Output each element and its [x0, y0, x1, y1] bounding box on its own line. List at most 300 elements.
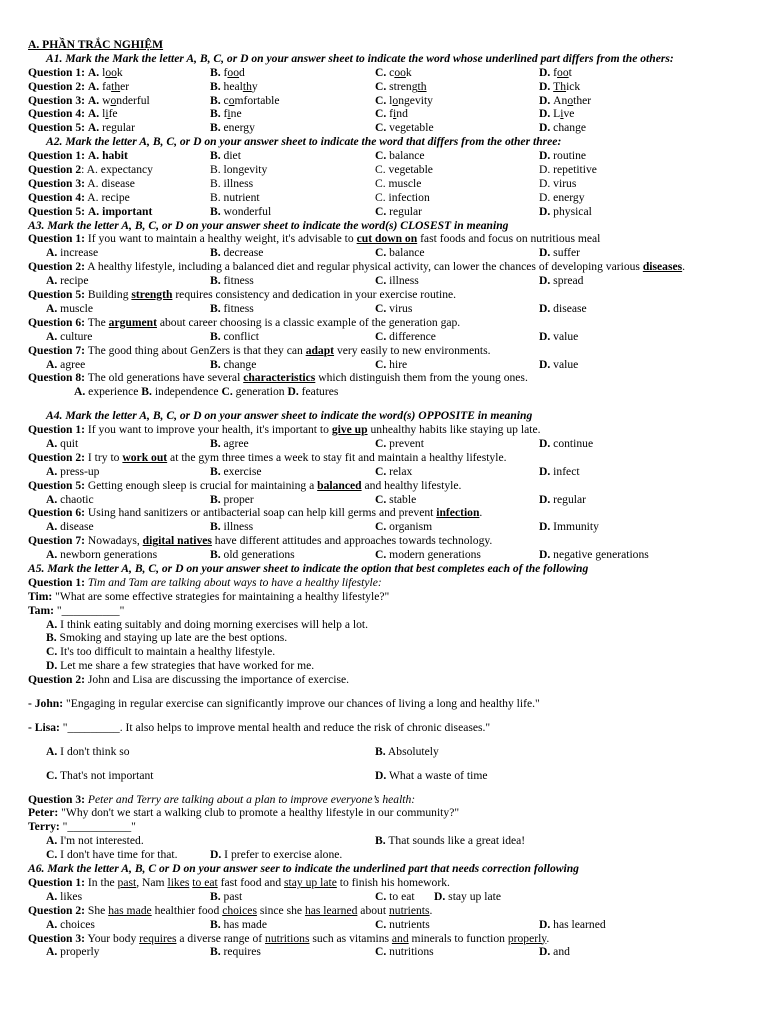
option-text: Let me share a few strategies that have worked for me.	[57, 659, 315, 673]
question-text: A healthy lifestyle, including a balanced diet and regular physical activity, can lower the chances of developing various	[85, 260, 643, 274]
option-b[interactable]	[210, 163, 267, 177]
option-a[interactable]	[28, 205, 152, 219]
word-part: heal	[223, 79, 243, 93]
question-label: Question 5:	[28, 288, 86, 302]
option-letter: D.	[539, 93, 554, 107]
question-cell[interactable]	[28, 107, 118, 121]
question-cell[interactable]	[28, 94, 150, 108]
option-a[interactable]: A. I'm not interested.	[46, 834, 144, 848]
option-letter: D.	[539, 246, 551, 260]
a3-question-list	[28, 232, 748, 399]
option-b[interactable]: B. That sounds like a great idea!	[375, 834, 526, 848]
option-b[interactable]	[141, 385, 218, 398]
option-text: B. proper	[210, 492, 254, 506]
a6-q1-stem	[28, 876, 748, 890]
option-a[interactable]	[28, 358, 85, 372]
option-d[interactable]: D. I prefer to exercise alone.	[210, 848, 343, 862]
underlined-part: th	[242, 79, 252, 93]
option-a[interactable]	[28, 918, 95, 932]
option-text: I think eating suitably and doing morning exercises will help a lot.	[57, 617, 368, 631]
option-letter: C.	[46, 645, 58, 659]
option-c[interactable]	[375, 520, 432, 534]
underlined-part: o	[567, 93, 574, 107]
option-b[interactable]	[210, 465, 262, 479]
option-b[interactable]	[210, 94, 280, 108]
option-letter: B.	[210, 301, 221, 315]
question-text: very easily to new environments.	[334, 343, 491, 357]
a4-q1-stem	[28, 423, 748, 437]
a3-q2-stem	[28, 260, 748, 274]
option-text: B. diet	[210, 149, 241, 163]
option-letter: C.	[375, 149, 387, 163]
option-c[interactable]	[375, 437, 424, 451]
option-text: C. difference	[375, 329, 436, 343]
option-d[interactable]	[539, 918, 606, 932]
question-text: minerals to function	[408, 931, 508, 945]
key-phrase: balanced	[317, 478, 362, 492]
option-d[interactable]	[539, 246, 580, 260]
a3-q1-options	[28, 246, 748, 260]
option-text: A. important	[87, 204, 153, 218]
option-text: D. energy	[539, 190, 585, 204]
option-text: B. nutrient	[210, 190, 260, 204]
option-letter: A.	[46, 464, 58, 478]
underlined-part: g	[243, 121, 250, 135]
option-letter: C.	[375, 548, 387, 562]
question-label: Question 1:	[28, 149, 86, 163]
option-a[interactable]	[28, 274, 89, 288]
option-letter: D.	[434, 889, 446, 903]
a4-q6-stem	[28, 506, 748, 520]
question-cell[interactable]	[28, 80, 129, 94]
question-label: Question 1:	[28, 575, 86, 589]
underlined-part: i	[560, 107, 564, 121]
question-cell[interactable]	[28, 121, 135, 135]
question-label: Question 5:	[28, 478, 86, 492]
word-part: w	[102, 93, 111, 107]
option-d[interactable]	[539, 107, 574, 121]
question-cell[interactable]	[28, 66, 123, 80]
a2-instruction: A2. Mark the letter A, B, C, or D on your answer sheet to indicate the word that differs from the other three:	[46, 135, 562, 149]
option-letter: C.	[375, 121, 390, 135]
option-d[interactable]	[28, 659, 748, 673]
option-letter: C.	[375, 79, 390, 93]
question-text: fast foods and focus on nutritious meal	[417, 232, 601, 246]
question-label: Question 5:	[28, 204, 86, 218]
option-text: B. longevity	[210, 163, 268, 177]
option-text: C. balance	[375, 149, 425, 163]
option-text: A. properly	[46, 945, 100, 959]
option-c[interactable]	[375, 94, 433, 108]
option-b[interactable]	[210, 177, 253, 191]
option-letter: A.	[46, 246, 58, 260]
option-text: A. likes	[46, 889, 83, 903]
option-text: B. agree	[210, 437, 249, 450]
question-label: Question 2:	[28, 79, 86, 93]
option-letter: D.	[539, 945, 551, 959]
option-a[interactable]	[28, 177, 135, 191]
option-c[interactable]	[375, 945, 434, 959]
option-text: D. infect	[539, 464, 580, 478]
option-text: A. press-up	[46, 464, 100, 478]
option-text: A. culture	[46, 329, 93, 343]
option-b[interactable]	[210, 246, 263, 260]
question-label: Question 6:	[28, 315, 86, 329]
option-d[interactable]	[539, 358, 578, 372]
option-d[interactable]: D. What a waste of time	[375, 768, 488, 782]
option-text: C. muscle	[375, 176, 422, 190]
a2-question-row	[28, 191, 748, 205]
option-letter: C.	[375, 357, 387, 371]
option-b[interactable]	[28, 631, 748, 645]
word-part: k	[405, 65, 412, 79]
option-letter: A.	[87, 121, 103, 135]
option-d[interactable]	[539, 302, 587, 316]
option-text: C. nutrients	[375, 917, 430, 931]
option-a[interactable]: A. I don't think so	[46, 744, 130, 758]
option-c[interactable]	[375, 205, 422, 219]
option-letter: D.	[539, 548, 551, 562]
underlined-part: nutrients	[388, 903, 430, 917]
option-c[interactable]: C. That's not important	[46, 768, 154, 782]
option-b[interactable]	[210, 80, 258, 94]
option-letter: A.	[87, 93, 103, 107]
question-label: Question 5:	[28, 121, 86, 135]
question-label: Question 3:	[28, 931, 86, 945]
word-part: f	[389, 107, 394, 121]
option-text: B. independence	[141, 385, 219, 399]
option-letter: D.	[539, 149, 551, 163]
option-d[interactable]	[539, 205, 592, 219]
option-b[interactable]	[210, 548, 295, 562]
option-b[interactable]	[210, 121, 255, 135]
option-letter: B.	[210, 93, 224, 107]
option-a[interactable]	[28, 945, 99, 959]
option-letter: D.	[539, 437, 551, 450]
option-d[interactable]	[539, 330, 578, 344]
speaker-text: "Why don't we start a walking club to promote a healthy lifestyle in our community?"	[58, 806, 460, 820]
speaker-text: "What are some effective strategies for maintaining a healthy lifestyle?"	[52, 589, 390, 603]
option-b[interactable]	[210, 274, 254, 288]
option-a[interactable]	[28, 302, 93, 316]
question-text: Your body	[85, 931, 140, 945]
option-b[interactable]	[210, 191, 260, 205]
a1-instruction: A1. Mark the Mark the letter A, B, C, or D on your answer sheet to indicate the word whose underlined part differs from the others:	[46, 51, 674, 65]
option-a[interactable]	[28, 493, 94, 507]
option-a[interactable]	[28, 437, 78, 451]
option-letter: C.	[375, 93, 390, 107]
option-c[interactable]	[375, 465, 412, 479]
option-b[interactable]	[210, 945, 261, 959]
question-label: Question 2:	[28, 903, 86, 917]
option-letter: B.	[210, 357, 221, 371]
question-text: .	[546, 931, 550, 945]
option-letter: B.	[210, 329, 221, 343]
option-letter: C.	[375, 889, 387, 903]
question-label: Question 2:	[28, 673, 86, 687]
option-d[interactable]	[539, 191, 585, 205]
key-phrase: argument	[108, 315, 157, 329]
option-letter: D.	[539, 121, 554, 135]
question-label: Question 2:	[28, 260, 86, 274]
option-c[interactable]	[375, 493, 416, 507]
option-c[interactable]	[375, 107, 408, 121]
a2-question-row	[28, 177, 748, 191]
option-c[interactable]	[221, 385, 284, 398]
word-part: ve	[563, 107, 575, 121]
question-text: She	[85, 903, 109, 917]
option-text: B. change	[210, 357, 257, 371]
underlined-part: i	[227, 107, 231, 121]
option-letter: B.	[210, 121, 224, 135]
option-text: B. old generations	[210, 548, 295, 562]
a5-instruction: A5. Mark the letter A, B, C, or D on your answer sheet to indicate the option that best completes each of the following	[28, 562, 589, 576]
option-d[interactable]	[288, 385, 339, 398]
word-part: f	[553, 65, 558, 79]
underlined-part: g	[400, 121, 406, 135]
option-c[interactable]	[375, 246, 425, 260]
underlined-part: properly	[507, 931, 547, 945]
underlined-part: oo	[557, 65, 569, 79]
option-letter: A.	[87, 204, 100, 218]
spacer	[28, 711, 748, 721]
option-d[interactable]	[539, 945, 570, 959]
word-part: re	[102, 121, 112, 135]
option-c[interactable]	[375, 80, 427, 94]
option-letter: D.	[539, 329, 551, 343]
a6-q3-options	[28, 945, 748, 959]
a6-instruction	[28, 862, 748, 876]
a4-question-list	[28, 423, 748, 562]
option-text: D. Immunity	[539, 520, 599, 534]
underlined-part: g	[575, 121, 581, 135]
option-text: A. newborn generations	[46, 548, 158, 562]
option-c[interactable]	[375, 177, 421, 191]
option-d[interactable]	[539, 274, 583, 288]
option-b[interactable]	[210, 437, 249, 451]
underlined-part: oo	[105, 65, 117, 79]
underlined-part: i	[393, 107, 397, 121]
option-a[interactable]	[28, 246, 98, 260]
option-c[interactable]	[375, 121, 434, 135]
question-label: Question 8:	[28, 371, 86, 385]
option-c[interactable]	[375, 890, 415, 904]
a6-q2-options	[28, 918, 748, 932]
option-d[interactable]	[539, 177, 576, 191]
option-b[interactable]	[210, 302, 254, 316]
option-c[interactable]: C. I don't have time for that.	[46, 848, 178, 862]
option-letter: D.	[287, 385, 299, 399]
option-d[interactable]	[539, 163, 597, 177]
option-text: D. value	[539, 329, 579, 343]
option-text: C. infection	[375, 190, 430, 204]
option-b[interactable]: B. Absolutely	[375, 744, 439, 758]
a3-instruction: A3. Mark the letter A, B, C, or D on your answer sheet to indicate the word(s) CLOSEST in meaning	[28, 218, 509, 232]
option-a[interactable]	[28, 163, 153, 177]
option-text: It's too difficult to maintain a healthy lifestyle.	[57, 645, 276, 659]
option-text: D. stay up late	[434, 889, 501, 903]
word-part: streng	[389, 79, 418, 93]
option-d[interactable]	[539, 66, 572, 80]
spacer	[28, 735, 748, 745]
option-a[interactable]	[28, 618, 748, 632]
option-text: : A. expectancy	[81, 163, 153, 177]
option-text: B. requires	[210, 945, 261, 959]
word-part: chan	[553, 121, 576, 135]
option-text: A. choices	[46, 917, 95, 931]
a5-q3-options-row-1	[28, 834, 748, 848]
option-b[interactable]	[210, 358, 256, 372]
question-text: have different attitudes and approaches towards technology.	[211, 534, 493, 548]
option-b[interactable]	[210, 149, 241, 163]
option-text: C. organism	[375, 520, 433, 534]
option-a[interactable]	[28, 465, 99, 479]
question-context: John and Lisa are discussing the importance of exercise.	[85, 673, 350, 687]
underlined-part: stay up late	[284, 875, 337, 889]
option-d[interactable]	[539, 80, 580, 94]
option-b[interactable]	[210, 66, 245, 80]
option-c[interactable]	[375, 163, 433, 177]
option-letter: B.	[141, 385, 152, 399]
option-text: D. routine	[539, 149, 587, 163]
option-d[interactable]	[434, 890, 501, 904]
question-text: The old generations have several	[85, 371, 244, 385]
word-part: ne	[230, 107, 242, 121]
option-c[interactable]	[375, 358, 407, 372]
option-text: D. disease	[539, 301, 587, 315]
option-letter: C.	[221, 385, 233, 399]
option-letter: C.	[375, 520, 387, 534]
option-b[interactable]	[210, 205, 271, 219]
key-phrase: diseases	[642, 260, 683, 274]
option-letter: C.	[375, 437, 387, 450]
option-d[interactable]	[539, 94, 591, 108]
option-d[interactable]	[539, 149, 586, 163]
option-b[interactable]	[210, 890, 242, 904]
option-text: C. stable	[375, 492, 417, 506]
option-letter: B.	[46, 631, 57, 645]
option-c[interactable]	[375, 330, 436, 344]
question-text: requires consistency and dedication in your exercise routine.	[172, 288, 457, 302]
option-a[interactable]	[28, 149, 128, 163]
option-b[interactable]	[210, 520, 253, 534]
option-a[interactable]	[28, 330, 92, 344]
option-b[interactable]	[210, 107, 242, 121]
option-d[interactable]	[539, 437, 593, 451]
option-text: D. virus	[539, 176, 577, 190]
worksheet	[28, 38, 748, 959]
option-letter: A.	[46, 492, 58, 506]
option-b[interactable]	[210, 330, 259, 344]
question-context: Tim and Tam are talking about ways to have a healthy lifestyle:	[85, 575, 382, 589]
option-c[interactable]	[28, 645, 748, 659]
speaker-text: "__________"	[53, 603, 125, 617]
a5-q1-tim-line	[28, 590, 748, 604]
option-letter: A.	[87, 107, 103, 121]
speaker-label: Peter:	[28, 806, 59, 820]
question-label: Question 2	[28, 163, 82, 177]
option-letter: B.	[210, 520, 221, 534]
option-letter: B.	[210, 945, 221, 959]
option-a[interactable]	[28, 890, 82, 904]
word-part: y	[251, 79, 258, 93]
word-part: nd	[396, 107, 408, 121]
option-d[interactable]	[539, 548, 649, 562]
option-letter: A.	[46, 329, 58, 343]
option-text: D. has learned	[539, 917, 606, 931]
option-letter: B.	[210, 79, 224, 93]
word-part: ther	[573, 93, 592, 107]
option-letter: D.	[539, 357, 551, 371]
option-letter: B.	[210, 107, 224, 121]
key-phrase: work out	[122, 450, 168, 464]
question-context: Peter and Terry are talking about a plan to improve everyone’s health:	[85, 792, 416, 806]
option-text: D. value	[539, 357, 579, 371]
option-text: D. suffer	[539, 246, 581, 260]
option-d[interactable]	[539, 465, 580, 479]
option-d[interactable]	[539, 121, 586, 135]
question-label: Question 1:	[28, 65, 86, 79]
option-c[interactable]	[375, 191, 430, 205]
question-text: unhealthy habits like staying up late.	[367, 423, 541, 437]
option-a[interactable]	[28, 520, 94, 534]
a1-question-row	[28, 66, 748, 80]
question-label: Question 1:	[28, 423, 86, 437]
word-part: c	[389, 65, 395, 79]
question-text: a diverse range of	[176, 931, 266, 945]
option-letter: D.	[539, 204, 551, 218]
option-letter: A.	[87, 65, 103, 79]
option-letter: C.	[375, 329, 387, 343]
a4-q7-stem	[28, 534, 748, 548]
option-letter: A.	[74, 385, 86, 399]
option-c[interactable]	[375, 548, 481, 562]
question-text: In the	[85, 875, 118, 889]
word-part: l	[389, 93, 393, 107]
option-c[interactable]	[375, 274, 419, 288]
a3-q7-options	[28, 358, 748, 372]
option-c[interactable]	[375, 66, 412, 80]
question-label: Question 1:	[28, 232, 86, 246]
a3-q8-stem	[28, 371, 748, 385]
a5-q2-lisa-line	[28, 721, 748, 735]
option-d[interactable]	[539, 520, 599, 534]
a5-q2-john-line	[28, 697, 748, 711]
a4-q7-options	[28, 548, 748, 562]
underlined-part: to eat	[192, 875, 218, 889]
option-c[interactable]	[375, 918, 430, 932]
option-a[interactable]	[28, 191, 130, 205]
underlined-part: th	[417, 79, 427, 93]
section-title	[28, 38, 748, 52]
option-c[interactable]	[375, 149, 425, 163]
option-letter: D.	[539, 520, 551, 534]
underlined-part: Th	[553, 79, 567, 93]
question-text: at the gym three times a week to stay fit and maintain a healthy lifestyle.	[167, 450, 507, 464]
a2-question-list	[28, 149, 748, 218]
option-letter: D.	[539, 917, 551, 931]
option-c[interactable]	[375, 302, 412, 316]
question-label: Question 7:	[28, 343, 86, 357]
option-a[interactable]	[74, 385, 138, 398]
option-b[interactable]	[210, 493, 254, 507]
option-b[interactable]	[210, 918, 267, 932]
option-text: D. features	[287, 385, 339, 399]
underlined-part: o	[228, 93, 235, 107]
option-text: B. past	[210, 889, 243, 903]
option-d[interactable]	[539, 493, 586, 507]
option-a[interactable]	[28, 548, 157, 562]
